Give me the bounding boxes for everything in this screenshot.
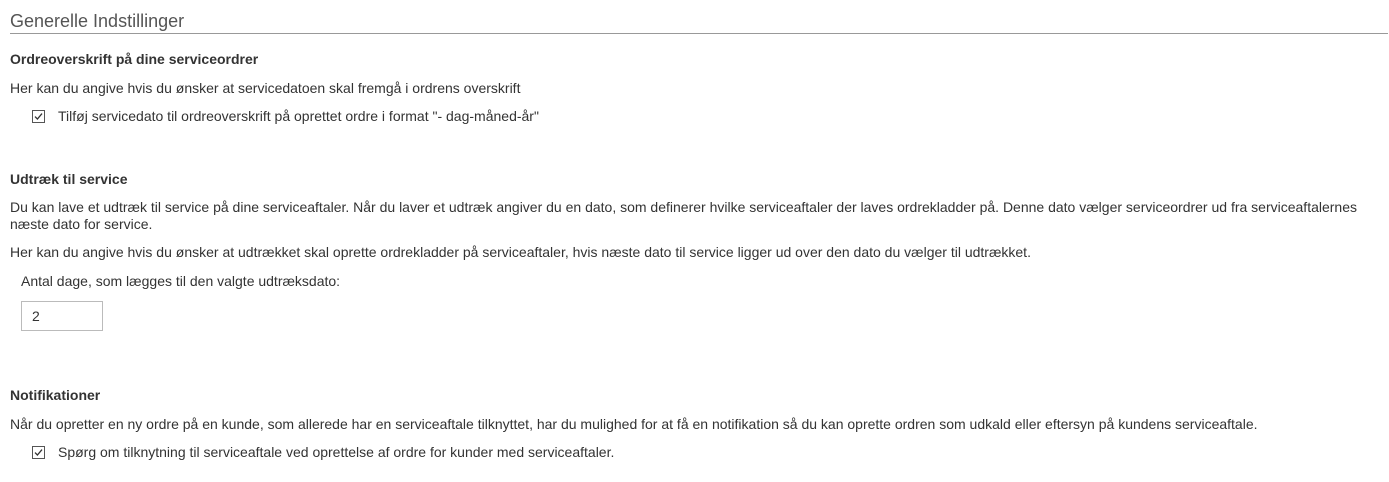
- service-extract-description-2: Her kan du angive hvis du ønsker at udtrækket skal oprette ordrekladder på serviceaftaler, hvis næste dato til service ligger ud over den dato du vælger til udtrækket.: [10, 244, 1031, 260]
- order-title-heading: Ordreoverskrift på dine serviceordrer: [10, 51, 259, 67]
- ask-service-agreement-checkbox[interactable]: [32, 446, 45, 459]
- service-extract-description-1: Du kan lave et udtræk til service på dine serviceaftaler. Når du laver et udtræk angiver du en dato, som definerer hvilke serviceaftaler der laves ordrekladder på. Denne dato vælger serviceordrer ud fra serviceaftalernes næste dato for service.: [10, 199, 1358, 232]
- notifications-description: Når du opretter en ny ordre på en kunde, som allerede har en serviceaftale tilknyttet, har du mulighed for at få en notifikation så du kan oprette ordren som udkald eller eftersyn på kundens serviceaftale.: [10, 416, 1258, 432]
- add-service-date-checkbox[interactable]: [32, 110, 45, 123]
- title-divider: [10, 33, 1388, 34]
- order-title-description: Her kan du angive hvis du ønsker at servicedatoen skal fremgå i ordrens overskrift: [10, 80, 521, 96]
- service-extract-heading: Udtræk til service: [10, 171, 128, 187]
- days-field-label: Antal dage, som lægges til den valgte udtræksdato:: [21, 273, 341, 289]
- add-service-date-label[interactable]: Tilføj servicedato til ordreoverskrift på oprettet ordre i format "- dag-måned-år": [58, 107, 539, 124]
- order-title-checkbox-row[interactable]: [32, 107, 539, 125]
- checkmark-icon: [34, 112, 43, 121]
- checkmark-icon: [34, 448, 43, 457]
- ask-service-agreement-label[interactable]: Spørg om tilknytning til serviceaftale ved oprettelse af ordre for kunder med serviceaftaler.: [58, 443, 615, 460]
- page-title: Generelle Indstillinger: [10, 11, 185, 31]
- notifications-heading: Notifikationer: [10, 387, 101, 403]
- notifications-checkbox-row[interactable]: [32, 443, 614, 461]
- days-input[interactable]: [21, 301, 103, 331]
